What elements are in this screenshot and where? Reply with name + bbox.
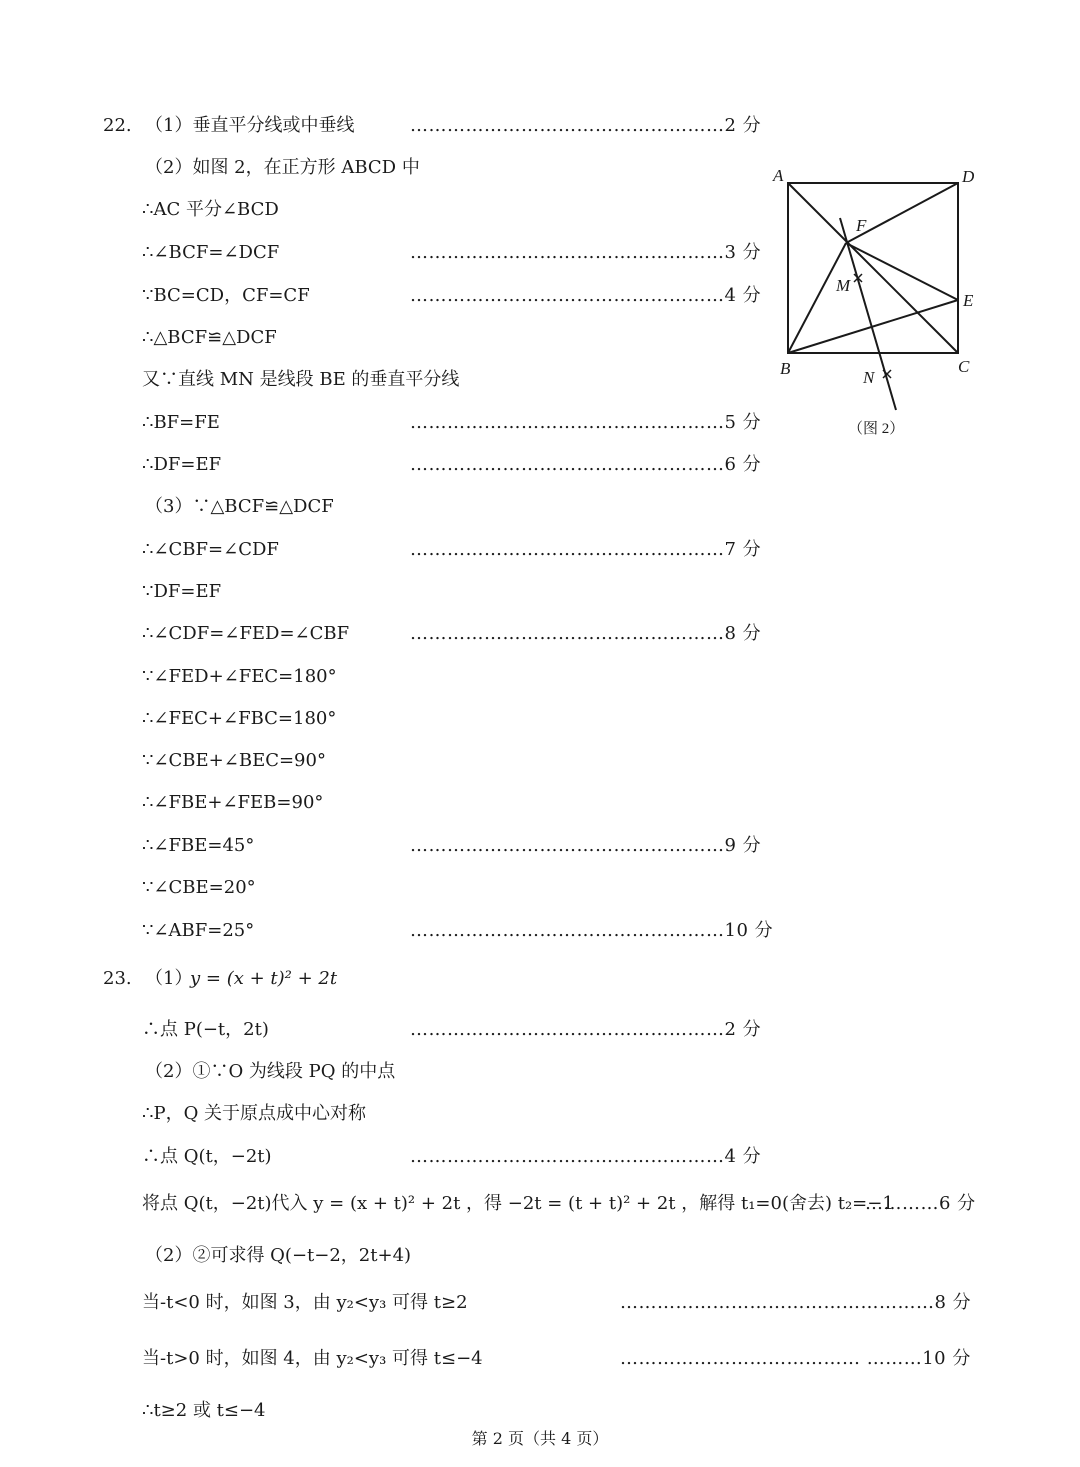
score-dots: ……………………………………………8 分 bbox=[620, 1292, 972, 1313]
segment-fe bbox=[846, 243, 958, 300]
label-m: M bbox=[836, 276, 851, 295]
geometry-diagram bbox=[770, 160, 990, 450]
q22-part1: （1）垂直平分线或中垂线 bbox=[145, 115, 355, 136]
score-dots: ……………………………………………4 分 bbox=[410, 285, 762, 306]
label-b: B bbox=[780, 359, 791, 378]
proof-line: ∵∠ABF=25° bbox=[142, 920, 255, 941]
q23-number: 23. bbox=[103, 968, 132, 989]
proof-line: 又∵直线 MN 是线段 BE 的垂直平分线 bbox=[142, 369, 460, 390]
q23-formula: y = (x + t)² + 2t bbox=[190, 968, 338, 989]
label-c: C bbox=[958, 357, 970, 376]
score-dots: ……………………………………………2 分 bbox=[410, 115, 762, 136]
q23-part2a: （2）①∵O 为线段 PQ 的中点 bbox=[145, 1061, 396, 1082]
proof-line: ∵∠FED+∠FEC=180° bbox=[142, 666, 337, 687]
proof-line: ∴t≥2 或 t≤−4 bbox=[142, 1400, 266, 1421]
proof-line: 将点 Q(t，−2t)代入 y = (x + t)² + 2t ，得 −2t = (t + t)² + 2t ，解得 t₁=0(舍去) t₂=−1 bbox=[142, 1193, 894, 1214]
proof-line: ∵DF=EF bbox=[142, 581, 222, 602]
score-dots: ……………………………………………9 分 bbox=[410, 835, 762, 856]
score-dots: ……………………………………………10 分 bbox=[410, 920, 774, 941]
q22-part3-intro: （3）∵△BCF≌△DCF bbox=[145, 496, 334, 517]
proof-line: ∵∠CBE+∠BEC=90° bbox=[142, 750, 326, 771]
label-n: N bbox=[863, 368, 875, 387]
proof-line: ∴DF=EF bbox=[142, 454, 222, 475]
proof-line: ∴∠CBF=∠CDF bbox=[142, 539, 279, 560]
proof-line: ∴∠FBE=45° bbox=[142, 835, 255, 856]
proof-line: ∵BC=CD，CF=CF bbox=[142, 285, 310, 306]
proof-line: ∴∠FBE+∠FEB=90° bbox=[142, 792, 324, 813]
proof-line: 当-t>0 时，如图 4，由 y₂<y₃ 可得 t≤−4 bbox=[142, 1348, 483, 1369]
proof-line: ∴△BCF≌△DCF bbox=[142, 327, 277, 348]
page-footer: 第 2 页（共 4 页） bbox=[471, 1429, 609, 1448]
label-f: F bbox=[856, 216, 867, 235]
score-dots: ……………………………………………7 分 bbox=[410, 539, 762, 560]
score-dots: ………………………………… ………10 分 bbox=[620, 1348, 971, 1369]
proof-line: 当-t<0 时，如图 3，由 y₂<y₃ 可得 t≥2 bbox=[142, 1292, 468, 1313]
proof-line: ∵∠CBE=20° bbox=[142, 877, 256, 898]
proof-line: ∴P，Q 关于原点成中心对称 bbox=[142, 1103, 367, 1124]
figure-2 bbox=[770, 160, 990, 450]
label-d: D bbox=[962, 167, 975, 186]
score-dots: ……………………………………………5 分 bbox=[410, 412, 762, 433]
proof-line: ∴点 Q(t，−2t) bbox=[142, 1146, 272, 1167]
score-dots: …………6 分 bbox=[865, 1193, 976, 1214]
label-a: A bbox=[773, 166, 784, 185]
proof-line: ∴BF=FE bbox=[142, 412, 220, 433]
proof-line: ∴∠BCF=∠DCF bbox=[142, 242, 280, 263]
q22-number: 22. bbox=[103, 115, 132, 136]
label-e: E bbox=[963, 291, 974, 310]
score-dots: ……………………………………………8 分 bbox=[410, 623, 762, 644]
q23-part2b: （2）②可求得 Q(−t−2，2t+4) bbox=[145, 1245, 412, 1266]
proof-line: ∴点 P(−t，2t) bbox=[142, 1019, 269, 1040]
q23-part1-prefix: （1） bbox=[145, 968, 193, 989]
figure-caption: （图 2） bbox=[848, 421, 905, 437]
score-dots: ……………………………………………4 分 bbox=[410, 1146, 762, 1167]
proof-line: ∴∠CDF=∠FED=∠CBF bbox=[142, 623, 350, 644]
segment-fb bbox=[788, 243, 846, 353]
score-dots: ……………………………………………6 分 bbox=[410, 454, 762, 475]
score-dots: ……………………………………………3 分 bbox=[410, 242, 762, 263]
proof-line: ∴∠FEC+∠FBC=180° bbox=[142, 708, 337, 729]
proof-line: ∴AC 平分∠BCD bbox=[142, 199, 279, 220]
q22-part2-intro: （2）如图 2，在正方形 ABCD 中 bbox=[145, 157, 420, 178]
score-dots: ……………………………………………2 分 bbox=[410, 1019, 762, 1040]
